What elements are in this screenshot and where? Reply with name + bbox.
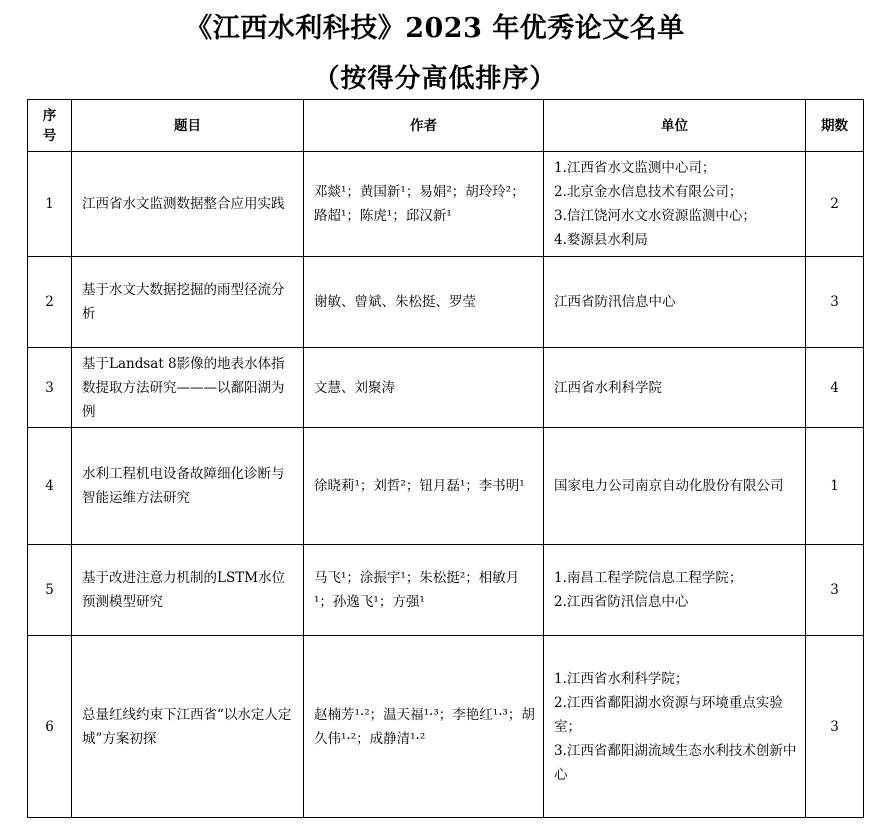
row-issue: 1 bbox=[806, 428, 864, 545]
table-row bbox=[28, 257, 864, 348]
row-unit bbox=[544, 545, 806, 636]
row-authors: 文慧、刘聚涛 bbox=[304, 348, 544, 428]
header-seq-line1: 序 bbox=[42, 107, 57, 124]
table-header-row bbox=[28, 100, 864, 152]
header-issue: 期数 bbox=[806, 100, 864, 152]
row-number: 6 bbox=[28, 636, 72, 818]
row-issue: 3 bbox=[806, 545, 864, 636]
unit-line: 江西省防汛信息中心 bbox=[554, 294, 676, 310]
paper-list-table bbox=[27, 99, 864, 818]
row-issue: 4 bbox=[806, 348, 864, 428]
row-unit bbox=[544, 152, 806, 257]
row-authors: 谢敏、曾斌、朱松挺、罗莹 bbox=[304, 257, 544, 348]
row-number: 2 bbox=[28, 257, 72, 348]
header-authors: 作者 bbox=[304, 100, 544, 152]
unit-line: 2.江西省鄱阳湖水资源与环境重点实验室； bbox=[554, 694, 783, 735]
document-title: 《江西水利科技》2023 年优秀论文名单 bbox=[185, 13, 685, 44]
row-authors: 邓燚¹；黄国新¹；易娟²；胡玲玲²；路超¹；陈虎¹；邱汉新¹ bbox=[304, 152, 544, 257]
unit-line: 1.南昌工程学院信息工程学院； bbox=[554, 570, 743, 586]
table-row bbox=[28, 152, 864, 257]
row-topic: 总量红线约束下江西省“以水定人定城”方案初探 bbox=[72, 636, 304, 818]
document-subtitle: （按得分高低排序） bbox=[313, 64, 557, 94]
row-unit bbox=[544, 636, 806, 818]
header-topic: 题目 bbox=[72, 100, 304, 152]
row-number: 3 bbox=[28, 348, 72, 428]
header-seq-line2: 号 bbox=[42, 127, 57, 144]
unit-line: 国家电力公司南京自动化股份有限公司 bbox=[554, 478, 784, 494]
unit-line: 1.江西省水利科学院； bbox=[554, 670, 689, 687]
unit-line: 1.江西省水文监测中心司； bbox=[554, 160, 716, 176]
table-row bbox=[28, 428, 864, 545]
row-unit bbox=[544, 348, 806, 428]
header-seq bbox=[28, 100, 72, 152]
row-issue: 2 bbox=[806, 152, 864, 257]
row-topic: 基于改进注意力机制的LSTM水位预测模型研究 bbox=[72, 545, 304, 636]
row-unit bbox=[544, 428, 806, 545]
row-issue: 3 bbox=[806, 257, 864, 348]
table-row bbox=[28, 545, 864, 636]
row-unit bbox=[544, 257, 806, 348]
unit-line: 2.北京金水信息技术有限公司； bbox=[554, 184, 743, 200]
unit-line: 2.江西省防汛信息中心 bbox=[554, 594, 689, 610]
unit-line: 3.信江饶河水文水资源监测中心； bbox=[554, 208, 756, 224]
row-number: 5 bbox=[28, 545, 72, 636]
row-number: 1 bbox=[28, 152, 72, 257]
header-unit: 单位 bbox=[544, 100, 806, 152]
row-topic: 基于Landsat 8影像的地表水体指数提取方法研究———以鄱阳湖为例 bbox=[72, 348, 304, 428]
unit-line: 4.婺源县水利局 bbox=[554, 232, 648, 248]
row-topic: 江西省水文监测数据整合应用实践 bbox=[72, 152, 304, 257]
row-authors: 徐晓莉¹；刘哲²；钮月磊¹；李书明¹ bbox=[304, 428, 544, 545]
unit-line: 3.江西省鄱阳湖流域生态水利技术创新中心 bbox=[554, 742, 797, 783]
table-row bbox=[28, 636, 864, 818]
row-topic: 基于水文大数据挖掘的雨型径流分析 bbox=[72, 257, 304, 348]
row-number: 4 bbox=[28, 428, 72, 545]
unit-line: 江西省水利科学院 bbox=[554, 379, 662, 396]
row-authors: 马飞¹；涂振宇¹；朱松挺²；相敏月¹；孙逸飞¹；方强¹ bbox=[304, 545, 544, 636]
row-topic: 水利工程机电设备故障细化诊断与智能运维方法研究 bbox=[72, 428, 304, 545]
row-authors: 赵楠芳¹·²；温天福¹·³；李艳红¹·³；胡久伟¹·²；成静清¹·² bbox=[304, 636, 544, 818]
table-row bbox=[28, 348, 864, 428]
row-issue: 3 bbox=[806, 636, 864, 818]
